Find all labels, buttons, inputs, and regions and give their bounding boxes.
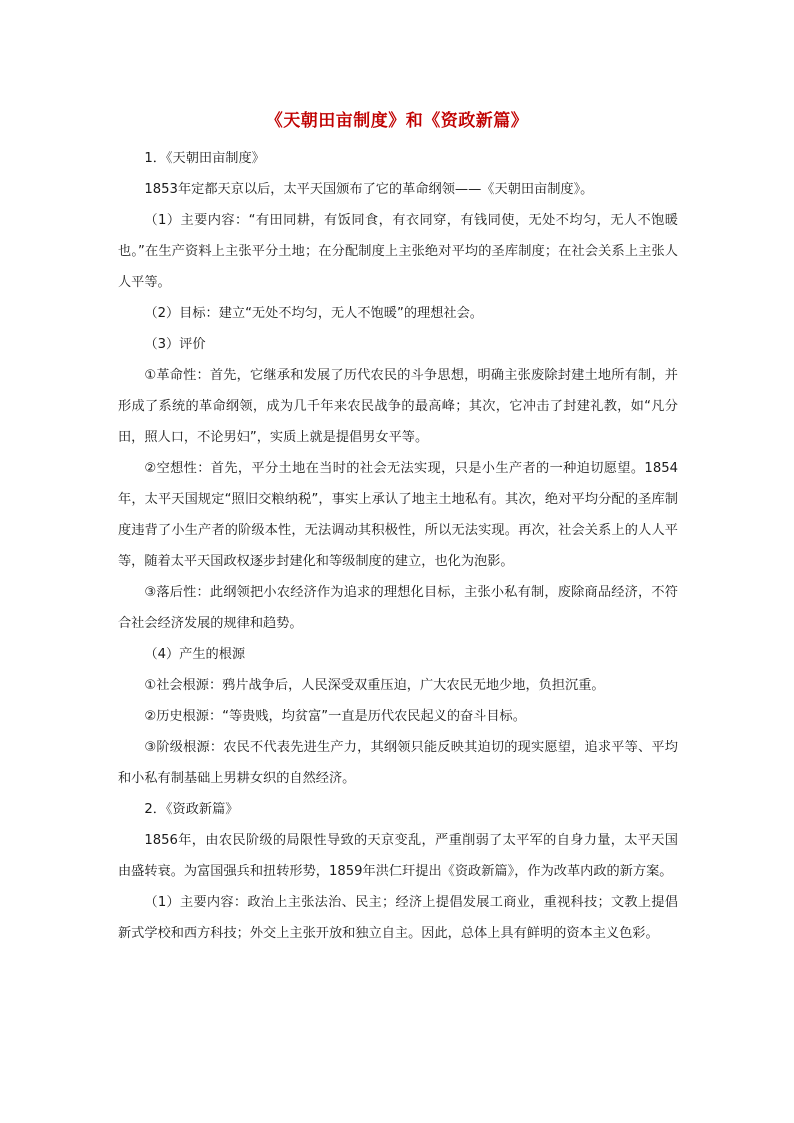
paragraph-main-content: （1）主要内容：“有田同耕，有饭同食，有衣同穿，有钱同使，无处不均匀，无人不饱暖也。”在生产资料上主张平分土地；在分配制度上主张绝对平均的圣库制度；在社会关系上主张人人平等。 bbox=[118, 213, 678, 290]
paragraph-zizheng-content: （1）主要内容：政治上主张法治、民主；经济上提倡发展工商业，重视科技；文教上提倡新式学校和西方科技；外交上主张开放和独立自主。因此，总体上具有鲜明的资本主义色彩。 bbox=[118, 895, 678, 941]
paragraph-class-origin: ③阶级根源：农民不代表先进生产力，其纲领只能反映其迫切的现实愿望，追求平等、平均和小私有制基础上男耕女织的自然经济。 bbox=[118, 740, 678, 786]
paragraph-revolutionary: ①革命性：首先，它继承和发展了历代农民的斗争思想，明确主张废除封建土地所有制，并形成了系统的革命纲领，成为几千年来农民战争的最高峰；其次，它冲击了封建礼教，如“凡分田，照人口，不论男妇”，实质上就是提倡男女平等。 bbox=[118, 368, 678, 445]
paragraph-backward: ③落后性：此纲领把小农经济作为追求的理想化目标，主张小私有制，废除商品经济，不符合社会经济发展的规律和趋势。 bbox=[118, 585, 678, 631]
subheading-evaluation: （3）评价 bbox=[144, 337, 206, 352]
paragraph-goal: （2）目标：建立“无处不均匀，无人不饱暖”的理想社会。 bbox=[144, 306, 483, 321]
section-1-heading: 1．《天朝田亩制度》 bbox=[144, 151, 265, 166]
paragraph-historical-origin: ②历史根源：“等贵贱，均贫富”一直是历代农民起义的奋斗目标。 bbox=[144, 709, 526, 724]
subheading-origins: （4）产生的根源 bbox=[144, 647, 246, 662]
paragraph-intro: 1853年定都天京以后，太平天国颁布了它的革命纲领——《天朝田亩制度》。 bbox=[144, 182, 594, 197]
paragraph-social-origin: ①社会根源：鸦片战争后，人民深受双重压迫，广大农民无地少地，负担沉重。 bbox=[144, 678, 605, 693]
section-2-heading: 2．《资政新篇》 bbox=[144, 802, 239, 817]
paragraph-utopian: ②空想性：首先，平分土地在当时的社会无法实现，只是小生产者的一种迫切愿望。1854年，太平天国规定“照旧交粮纳税”，事实上承认了地主土地私有。其次，绝对平均分配的圣库制度违背了小生产者的阶级本性，无法调动其积极性，所以无法实现。再次，社会关系上的人人平等，随着太平天国政权逐步封建化和等级制度的建立，也化为泡影。 bbox=[118, 461, 678, 569]
document-body bbox=[118, 143, 678, 949]
document-title: 《天朝田亩制度》和《资政新篇》 bbox=[265, 111, 529, 131]
paragraph-zizheng-intro: 1856年，由农民阶级的局限性导致的天京变乱，严重削弱了太平军的自身力量，太平天国由盛转衰。为富国强兵和扭转形势，1859年洪仁玕提出《资政新篇》，作为改革内政的新方案。 bbox=[118, 833, 678, 879]
